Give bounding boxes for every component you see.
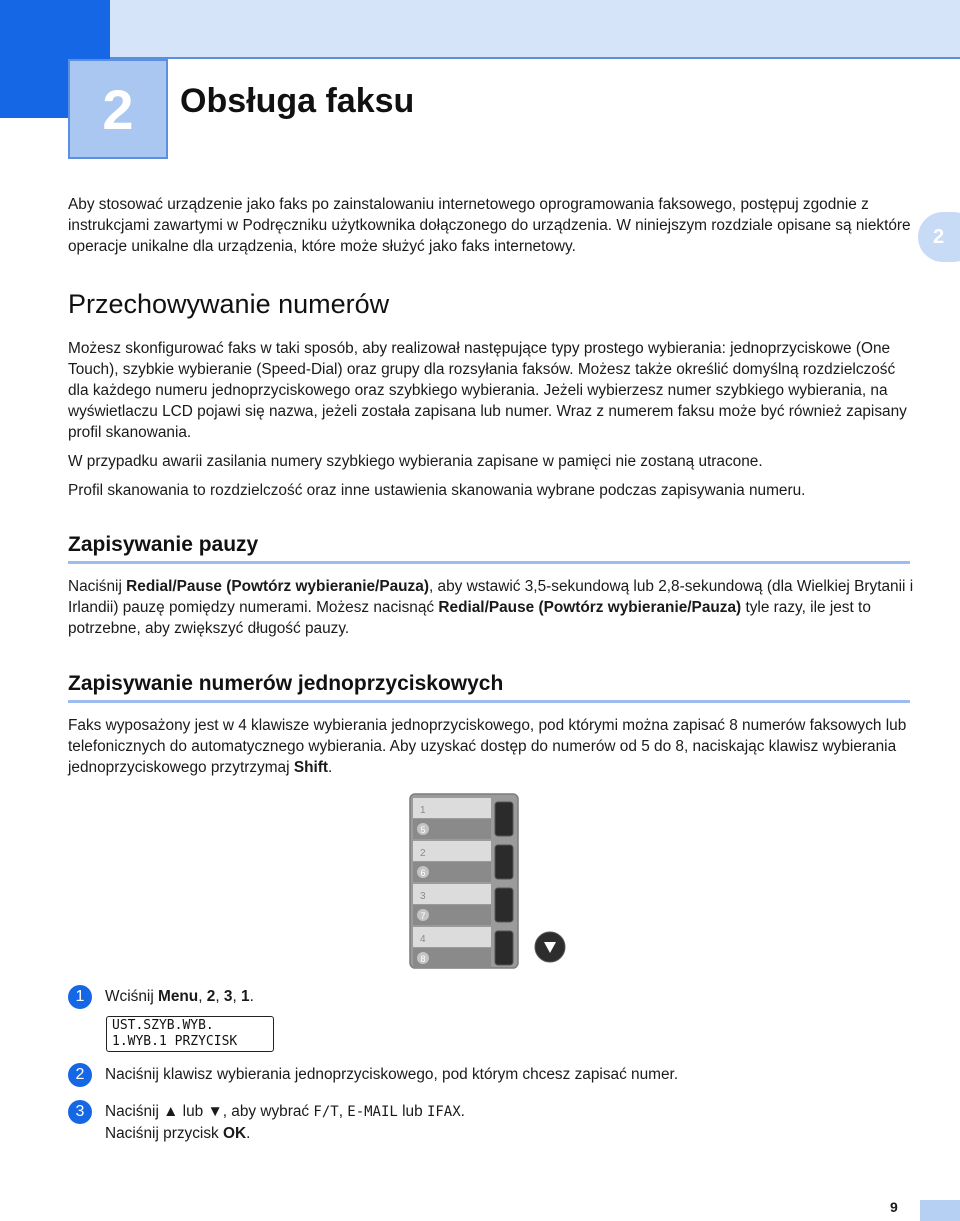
- chapter-side-tab: 2: [918, 212, 960, 262]
- step-1-number: 1: [68, 985, 92, 1009]
- lcd-option: IFAX: [426, 1104, 461, 1120]
- text-run: tyle razy, ile jest to potrzebne, aby zwiększyć długość pauzy.: [68, 599, 871, 637]
- key-name: 2: [206, 988, 216, 1005]
- keypad-shift-number: 7: [420, 911, 426, 921]
- text-run: ,: [198, 988, 207, 1005]
- keypad-number: 2: [420, 848, 426, 859]
- text-run: Naciśnij: [105, 1103, 164, 1120]
- text-run: .: [328, 759, 333, 776]
- lcd-line-2: 1.WYB.1 PRZYCISK: [112, 1034, 238, 1049]
- text-run: , aby wybrać: [222, 1103, 314, 1120]
- page-number: 9: [890, 1199, 898, 1215]
- section-title-storing-numbers: Przechowywanie numerów: [68, 289, 390, 319]
- section2-paragraph: [68, 576, 918, 639]
- shift-label: Shift: [537, 915, 563, 929]
- up-arrow-icon: ▲: [163, 1103, 179, 1120]
- one-touch-key: [495, 888, 513, 922]
- text-run: Faks wyposażony jest w 4 klawisze wybierania jednoprzyciskowego, pod którymi można zapisać 8 numerów faksowych lub telefonicznych do automatycznego wybierania. Aby uzyskać dostęp do numerów od 5 do 8, naciskając klawisz wybierania jednoprzyciskowego przytrzymaj: [68, 717, 907, 776]
- chapter-title: Obsługa faksu: [180, 82, 415, 120]
- section3-paragraph: [68, 715, 918, 778]
- text-run: lub: [397, 1103, 427, 1120]
- section1-paragraph-2: W przypadku awarii zasilania numery szybkiego wybierania zapisane w pamięci nie zostaną utracone.: [68, 453, 763, 470]
- keypad-shift-number: 5: [420, 825, 426, 835]
- one-touch-key: [495, 845, 513, 879]
- header-rule: [110, 57, 960, 59]
- header-band: [0, 0, 960, 58]
- section1-paragraph-3: Profil skanowania to rozdzielczość oraz inne ustawienia skanowania wybrane podczas zapisywania numeru.: [68, 482, 806, 499]
- text-run: Wciśnij: [105, 988, 159, 1005]
- page-number-band: [920, 1200, 960, 1221]
- text-run: Naciśnij przycisk: [105, 1125, 224, 1142]
- step-2-number: 2: [68, 1063, 92, 1087]
- down-arrow-icon: ▼: [207, 1103, 223, 1120]
- chapter-number: 2: [68, 59, 168, 159]
- lcd-display: [106, 1016, 274, 1052]
- one-touch-key: [495, 802, 513, 836]
- step-3-number: 3: [68, 1100, 92, 1124]
- keypad-number: 4: [420, 934, 426, 945]
- lcd-option: E-MAIL: [347, 1104, 398, 1120]
- lcd-line-1: UST.SZYB.WYB.: [112, 1018, 214, 1033]
- key-name: Menu: [158, 988, 199, 1005]
- intro-paragraph: Aby stosować urządzenie jako faks po zainstalowaniu internetowego oprogramowania faksowego, postępuj zgodnie z instrukcjami zawartymi w Podręczniku użytkownika dołączonego do urządzenia. W niniejszym rozdziale opisane są niektóre operacje unikalne dla urządzenia, które może służyć jako faks internetowy.: [68, 196, 911, 255]
- step-3-line-2: [105, 1123, 465, 1144]
- section-rule: [68, 561, 910, 564]
- step-3-text: [105, 1101, 465, 1144]
- text-run: ,: [338, 1103, 348, 1120]
- key-name: 3: [223, 988, 233, 1005]
- step-2-text: Naciśnij klawisz wybierania jednoprzyciskowego, pod którym chcesz zapisać numer.: [105, 1066, 679, 1083]
- text-run: Naciśnij: [68, 578, 127, 595]
- key-name: OK: [223, 1125, 247, 1142]
- text-run: ,: [215, 988, 224, 1005]
- keypad-number: 1: [420, 805, 426, 816]
- one-touch-keypad-illustration: [408, 792, 570, 972]
- key-name: Redial/Pause (Powtórz wybieranie/Pauza): [126, 578, 429, 595]
- section1-paragraph-1: Możesz skonfigurować faks w taki sposób, aby realizował następujące typy prostego wybierania: jednoprzyciskowe (One Touch), szybkie wybieranie (Speed-Dial) oraz grupy dla rozsyłania faksów. Możesz także określić domyślną rozdzielczość dla każdego numeru jednoprzyciskowego oraz szybkiego wybierania. Jeżeli wybierzesz numer szybkiego wybierania, na wyświetlaczu LCD pojawi się nazwa, jeżeli została zapisana lub numer. Wraz z numerem faksu może być również zapisany profil skanowania.: [68, 340, 907, 441]
- one-touch-key: [495, 931, 513, 965]
- key-name: Shift: [293, 759, 329, 776]
- text-run: lub: [178, 1103, 208, 1120]
- text-run: .: [460, 1103, 465, 1120]
- section-title-one-touch: Zapisywanie numerów jednoprzyciskowych: [68, 672, 504, 695]
- keypad-shift-number: 8: [420, 954, 426, 964]
- step-1-text: [105, 986, 254, 1007]
- keypad-shift-number: 6: [420, 868, 426, 878]
- text-run: .: [249, 988, 254, 1005]
- lcd-option: F/T: [313, 1104, 339, 1120]
- key-name: 1: [241, 988, 250, 1005]
- key-name: Redial/Pause (Powtórz wybieranie/Pauza): [438, 599, 742, 616]
- section-title-pause: Zapisywanie pauzy: [68, 533, 259, 556]
- section-rule: [68, 700, 910, 703]
- text-run: ,: [232, 988, 242, 1005]
- text-run: .: [246, 1125, 251, 1142]
- keypad-number: 3: [420, 891, 426, 902]
- text-run: , aby wstawić 3,5-sekundową lub 2,8-sekundową (dla Wielkiej Brytanii i Irlandii) pauzę pomiędzy numerami. Możesz nacisnąć: [68, 578, 914, 616]
- step-3-line-1: [105, 1101, 465, 1123]
